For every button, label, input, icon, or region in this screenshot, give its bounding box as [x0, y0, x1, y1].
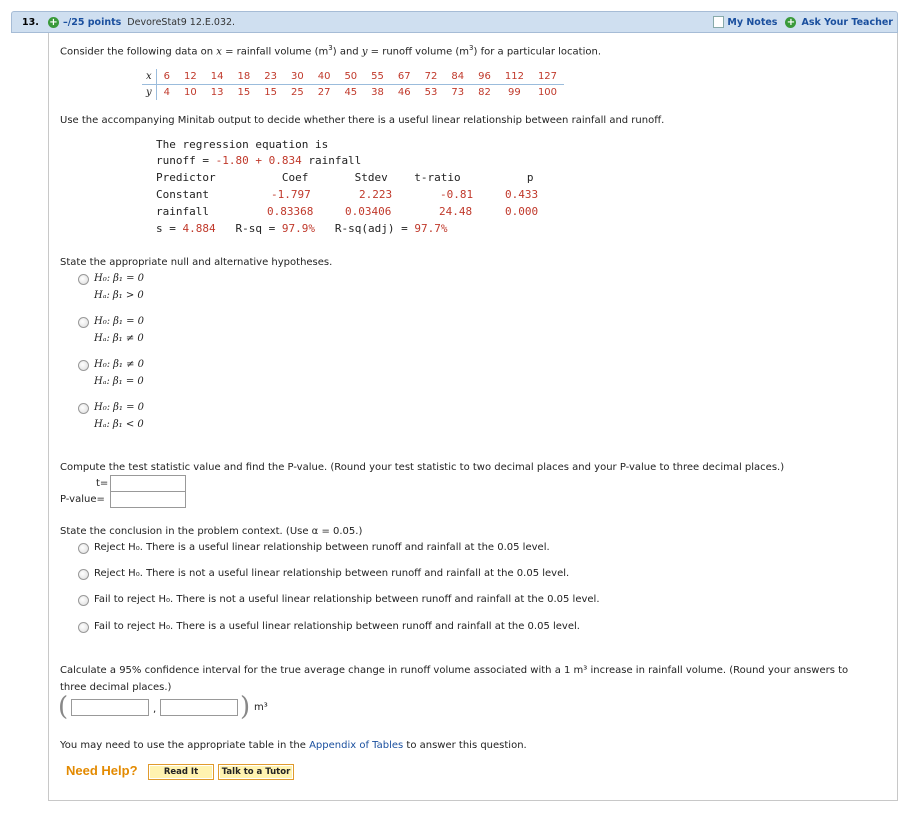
question-header [11, 11, 898, 33]
y-value-cell: 25 [290, 87, 304, 98]
y-value-cell: 100 [537, 87, 558, 98]
conclusion-prompt: State the conclusion in the problem context. (Use α = 0.05.) [60, 526, 363, 537]
y-value-cell: 4 [163, 87, 171, 98]
x-value-cell: 40 [311, 69, 338, 85]
minitab-const-stdev: 2.223 [359, 188, 393, 201]
points-label: –/25 points [63, 16, 122, 28]
ci-upper-input[interactable] [160, 699, 238, 716]
ci-lower-input[interactable] [71, 699, 149, 716]
hypothesis-null: H₀: β₁ = 0 [94, 402, 144, 413]
y-value-cell: 15 [237, 87, 251, 98]
conclusion-radio-2[interactable] [78, 569, 89, 580]
p-value-label: P-value= [60, 494, 105, 505]
minitab-line-2: runoff = -1.80 + 0.834 rainfall [156, 154, 362, 167]
left-paren-icon: ( [58, 692, 69, 722]
read-it-button[interactable]: Read It [148, 764, 214, 780]
ci-prompt-line-1: Calculate a 95% confidence interval for the true average change in runoff volume associated with a 1 m³ increase in rainfall volume. (Round your answers to [60, 665, 849, 676]
table-row-x [142, 69, 564, 85]
right-paren-icon: ) [240, 692, 251, 722]
x-value-cell: 112 [498, 69, 531, 85]
x-value-cell: 30 [284, 69, 311, 85]
conclusion-option-label: Fail to reject H₀. There is a useful linear relationship between runoff and rainfall at the 0.05 level. [94, 621, 580, 632]
hypothesis-radio-4[interactable] [78, 403, 89, 414]
conclusion-option-label: Reject H₀. There is not a useful linear relationship between runoff and rainfall at the 0.05 level. [94, 568, 570, 579]
y-value-cell: 99 [508, 87, 521, 98]
minitab-rain-stdev: 0.03406 [345, 205, 392, 218]
y-value-cell: 38 [371, 87, 384, 98]
hypothesis-null: H₀: β₁ ≠ 0 [94, 359, 144, 370]
minitab-const-p: 0.433 [505, 188, 539, 201]
ask-teacher-link[interactable]: Ask Your Teacher [801, 16, 893, 28]
conclusion-option-label: Fail to reject H₀. There is not a useful linear relationship between runoff and rainfall at the 0.05 level. [94, 594, 600, 605]
hypothesis-radio-1[interactable] [78, 274, 89, 285]
minitab-rain-coef: 0.83368 [267, 205, 314, 218]
y-value-cell: 53 [424, 87, 438, 98]
x-value-cell: 23 [257, 69, 284, 85]
x-value-cell: 14 [204, 69, 231, 85]
conclusion-radio-3[interactable] [78, 595, 89, 606]
ask-teacher-plus-icon[interactable]: + [786, 16, 796, 28]
x-value-cell: 84 [444, 69, 471, 85]
minitab-line-1: The regression equation is [156, 138, 329, 151]
question-number: 13. [22, 16, 39, 28]
appendix-link[interactable]: Appendix of Tables [309, 740, 404, 751]
minitab-const-t: -0.81 [440, 188, 474, 201]
y-value-cell: 73 [451, 87, 465, 98]
hypothesis-alternative: Hₐ: β₁ > 0 [94, 290, 144, 301]
y-value-cell: 46 [397, 87, 411, 98]
hypothesis-radio-2[interactable] [78, 317, 89, 328]
minitab-const-coef: -1.797 [271, 188, 311, 201]
minitab-rain-name: rainfall [156, 205, 209, 218]
t-label: t= [96, 478, 109, 489]
compute-prompt: Compute the test statistic value and find the P-value. (Round your test statistic to two decimal places and your P-value to three decimal places.) [60, 462, 785, 473]
x-value-cell: 127 [531, 69, 564, 85]
minitab-const-name: Constant [156, 188, 209, 201]
hypothesis-alternative: Hₐ: β₁ < 0 [94, 419, 144, 430]
x-value-cell: 50 [337, 69, 364, 85]
y-value-cell: 45 [344, 87, 358, 98]
x-value-cell: 55 [364, 69, 391, 85]
hypothesis-null: H₀: β₁ = 0 [94, 273, 144, 284]
y-value-cell: 10 [184, 87, 197, 98]
intro-text: Consider the following data on x = rainfall volume $(m^3)$ and y = runoff volume $(m^3)$ for a particular location. [60, 44, 602, 58]
minitab-header: Predictor Coef Stdev t-ratio p [156, 171, 534, 184]
question-source: DevoreStat9 12.E.032. [127, 16, 236, 28]
x-value-cell: 6 [156, 69, 177, 85]
use-output-text: Use the accompanying Minitab output to decide whether there is a useful linear relationship between rainfall and runoff. [60, 115, 665, 126]
hypothesis-null: H₀: β₁ = 0 [94, 316, 144, 327]
x-value-cell: 18 [231, 69, 258, 85]
conclusion-option-label: Reject H₀. There is a useful linear relationship between runoff and rainfall at the 0.05 level. [94, 542, 550, 553]
hypothesis-radio-3[interactable] [78, 360, 89, 371]
ci-prompt-line-2: three decimal places.) [60, 682, 172, 693]
ci-comma: , [153, 704, 157, 715]
hypotheses-prompt: State the appropriate null and alternative hypotheses. [60, 257, 333, 268]
hypothesis-alternative: Hₐ: β₁ = 0 [94, 376, 144, 387]
y-label: y [142, 85, 156, 101]
t-statistic-input[interactable] [110, 475, 186, 492]
conclusion-radio-1[interactable] [78, 543, 89, 554]
minitab-rain-p: 0.000 [505, 205, 539, 218]
y-value-cell: 82 [478, 87, 491, 98]
ci-unit: m³ [254, 702, 268, 713]
conclusion-radio-4[interactable] [78, 622, 89, 633]
y-value-cell: 13 [210, 87, 224, 98]
need-help-label: Need Help? [66, 763, 138, 778]
talk-to-tutor-button[interactable]: Talk to a Tutor [218, 764, 294, 780]
hypothesis-alternative: Hₐ: β₁ ≠ 0 [94, 333, 144, 344]
y-value-cell: 27 [317, 87, 331, 98]
data-table [142, 69, 564, 100]
my-notes-link[interactable]: My Notes [727, 16, 778, 28]
expand-plus-icon[interactable]: + [49, 16, 58, 28]
appendix-text: You may need to use the appropriate table in the Appendix of Tables to answer this question. [60, 740, 527, 751]
table-row-y [142, 85, 564, 101]
y-value-cell: 15 [264, 87, 277, 98]
notes-icon[interactable] [713, 16, 724, 28]
x-label: x [142, 69, 156, 85]
minitab-summary: s = 4.884 R-sq = 97.9% R-sq(adj) = 97.7% [156, 222, 448, 235]
p-value-input[interactable] [110, 491, 186, 508]
x-value-cell: 96 [471, 69, 498, 85]
x-value-cell: 72 [418, 69, 445, 85]
x-value-cell: 67 [391, 69, 418, 85]
x-value-cell: 12 [177, 69, 204, 85]
minitab-rain-t: 24.48 [439, 205, 473, 218]
